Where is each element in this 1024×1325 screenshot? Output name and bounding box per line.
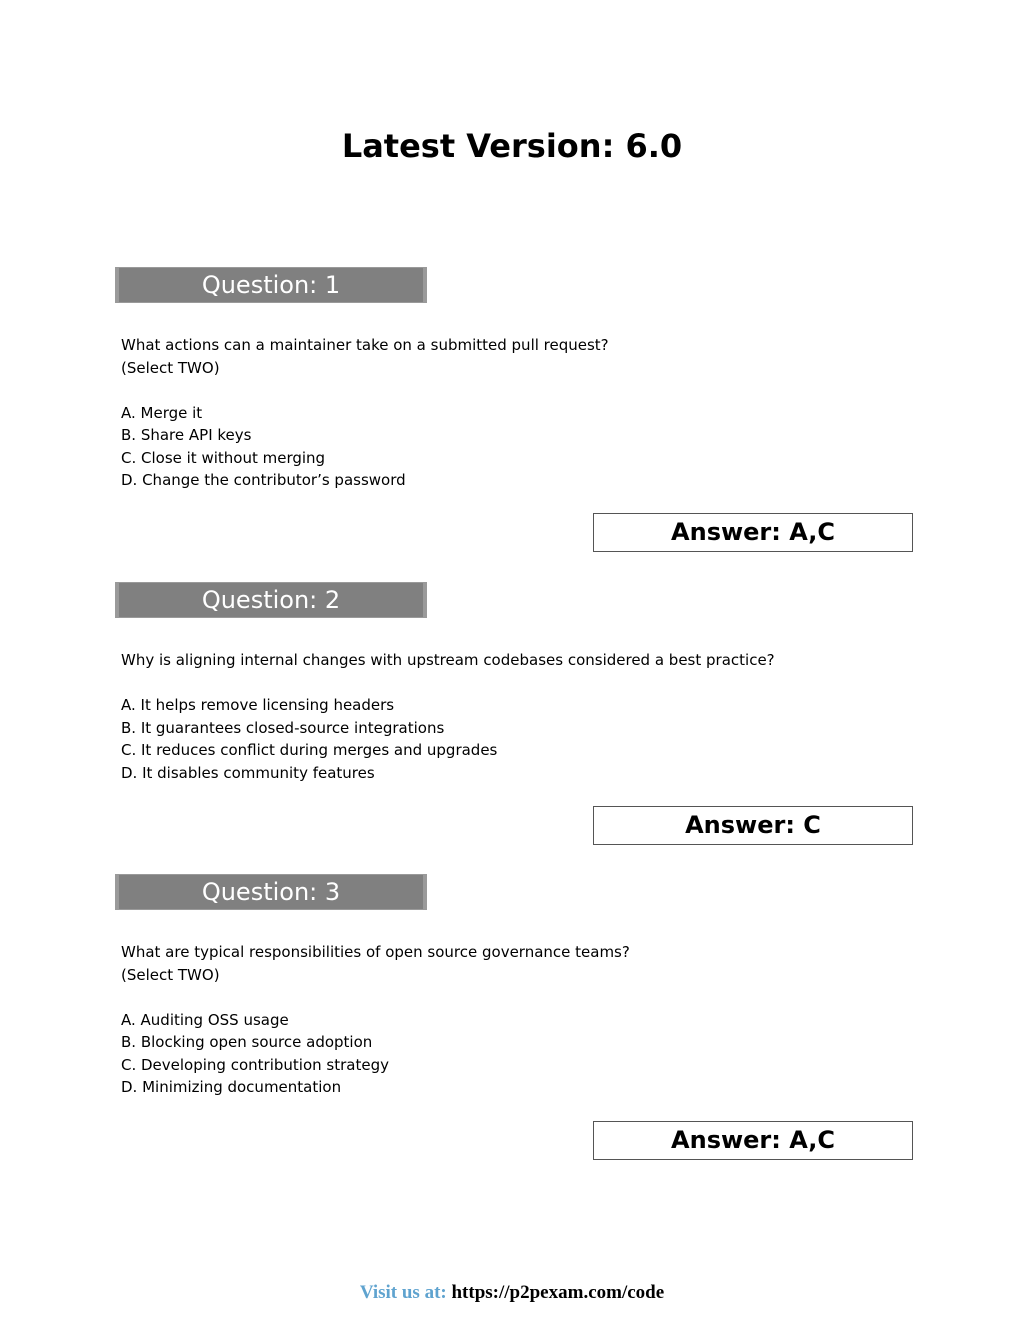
question-1-option-b: B. Share API keys bbox=[121, 426, 252, 444]
question-3-note: (Select TWO) bbox=[121, 965, 220, 984]
question-3-header: Question: 3 bbox=[115, 874, 427, 910]
question-2-option-c: C. It reduces conflict during merges and upgrades bbox=[121, 741, 498, 759]
question-3-answer: Answer: A,C bbox=[593, 1121, 913, 1160]
question-1-prompt: What actions can a maintainer take on a submitted pull request? bbox=[121, 336, 609, 354]
question-2-option-a: A. It helps remove licensing headers bbox=[121, 696, 395, 714]
page-title: Latest Version: 6.0 bbox=[341, 127, 683, 165]
question-1-header: Question: 1 bbox=[115, 267, 427, 303]
question-2-option-d: D. It disables community features bbox=[121, 763, 375, 782]
question-3-prompt: What are typical responsibilities of open source governance teams? bbox=[121, 943, 630, 961]
footer-url-link[interactable]: https://p2pexam.com/code bbox=[451, 1282, 665, 1303]
question-1-option-a: A. Merge it bbox=[121, 403, 203, 422]
question-2-prompt: Why is aligning internal changes with upstream codebases considered a best practice? bbox=[121, 651, 775, 669]
question-2-body bbox=[121, 649, 921, 784]
question-2-header: Question: 2 bbox=[115, 582, 427, 618]
footer bbox=[0, 1280, 1024, 1306]
question-1-note: (Select TWO) bbox=[121, 358, 220, 377]
spacer bbox=[121, 986, 921, 1009]
question-3-option-a: A. Auditing OSS usage bbox=[121, 1010, 289, 1029]
question-1-option-d: D. Change the contributor’s password bbox=[121, 471, 406, 489]
spacer bbox=[121, 379, 921, 402]
question-2-option-b: B. It guarantees closed-source integrations bbox=[121, 718, 445, 737]
question-3-option-d: D. Minimizing documentation bbox=[121, 1078, 342, 1096]
spacer bbox=[121, 672, 921, 695]
question-1-option-c: C. Close it without merging bbox=[121, 448, 326, 467]
question-3-option-c: C. Developing contribution strategy bbox=[121, 1055, 389, 1074]
footer-visit-label: Visit us at: bbox=[359, 1282, 447, 1303]
question-3-body bbox=[121, 941, 921, 1099]
question-1-answer: Answer: A,C bbox=[593, 513, 913, 552]
question-1-body bbox=[121, 334, 921, 492]
question-3-option-b: B. Blocking open source adoption bbox=[121, 1033, 373, 1051]
question-2-answer: Answer: C bbox=[593, 806, 913, 845]
